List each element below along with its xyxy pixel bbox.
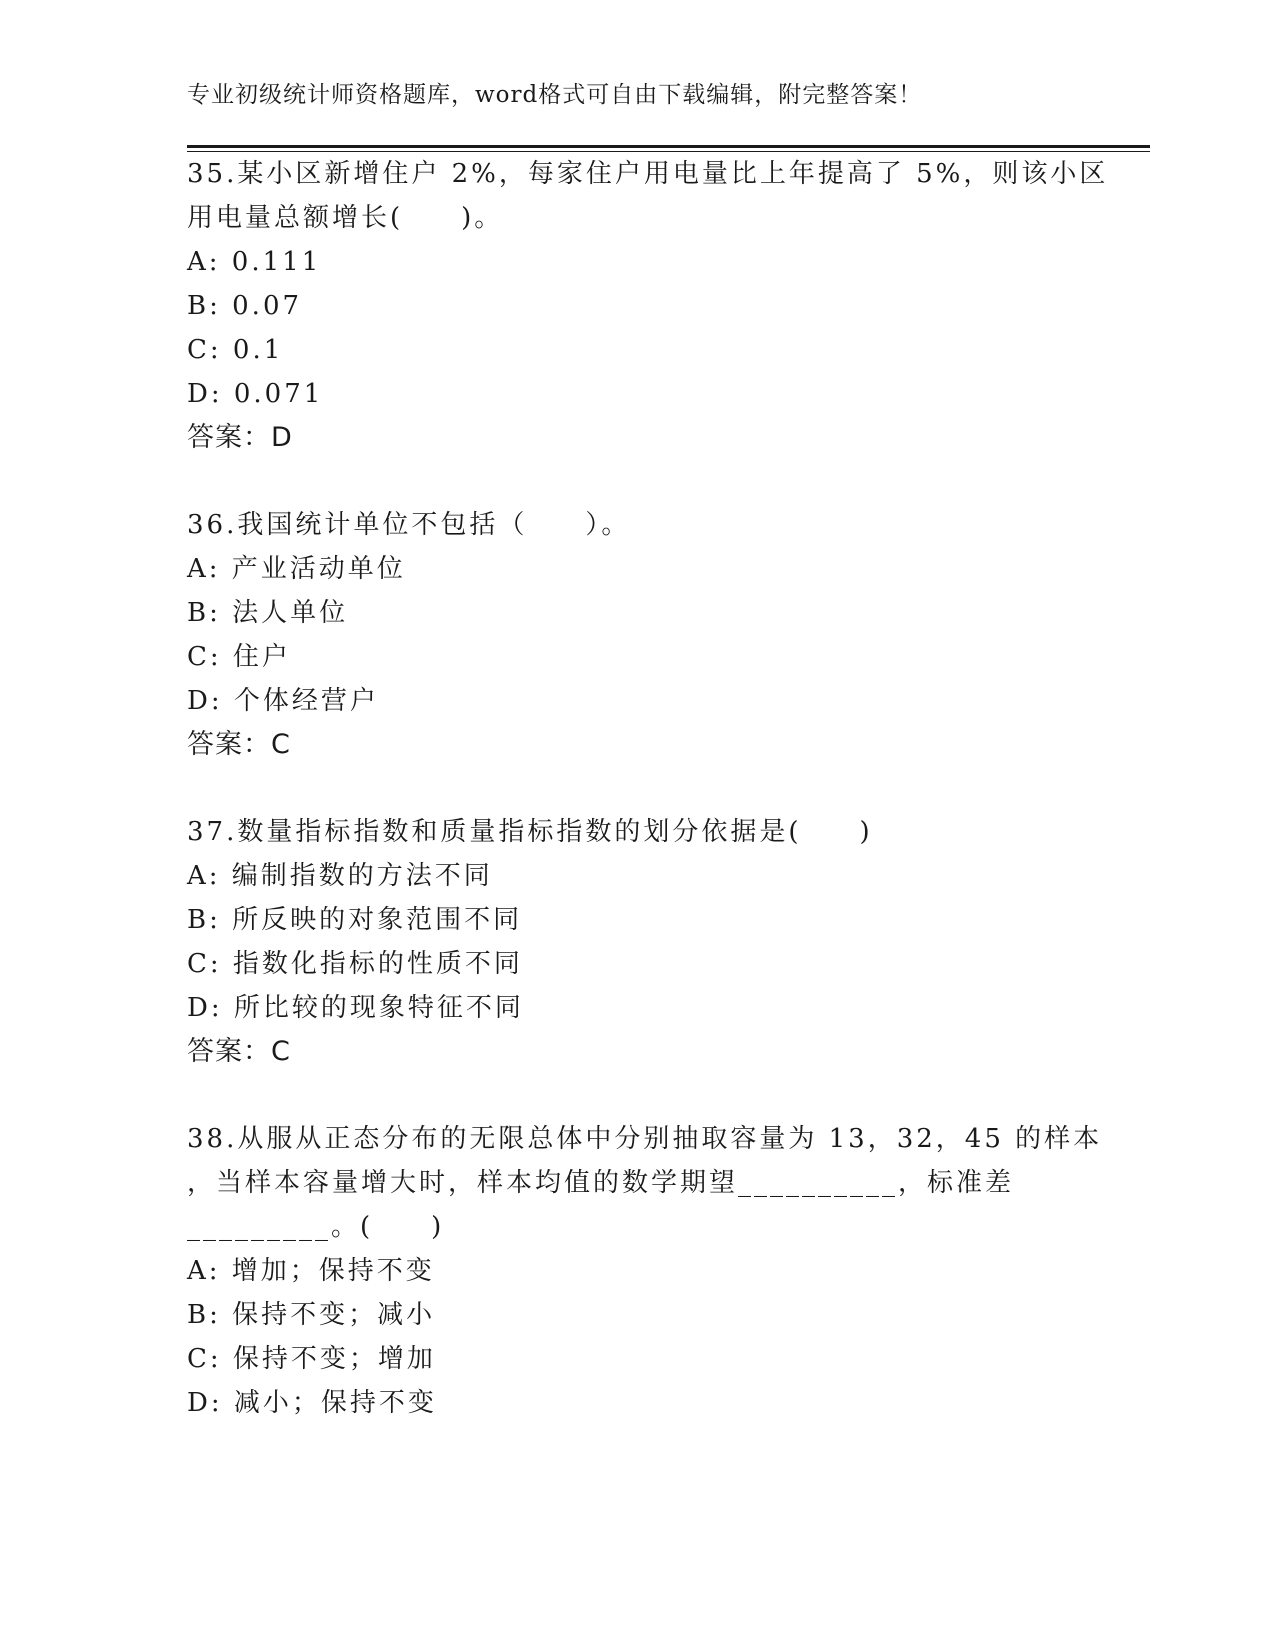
question-38-stem-line-3: _________。( ): [187, 1212, 445, 1242]
question-35-option-c: C: 0.1: [187, 335, 284, 365]
question-38-stem-line-2: ，当样本容量增大时，样本均值的数学期望__________，标准差: [187, 1168, 1015, 1198]
question-37-stem-line-1: 37.数量指标指数和质量指标指数的划分依据是( ): [187, 817, 873, 847]
page-header: 专业初级统计师资格题库，word格式可自由下载编辑，附完整答案！: [187, 82, 923, 108]
question-36-option-b: B: 法人单位: [187, 598, 349, 628]
question-35-option-b: B: 0.07: [187, 291, 303, 321]
question-38-option-c: C: 保持不变；增加: [187, 1344, 436, 1374]
question-37-option-b: B: 所反映的对象范围不同: [187, 905, 523, 935]
question-38-stem-line-1: 38.从服从正态分布的无限总体中分别抽取容量为 13，32，45 的样本: [187, 1124, 1103, 1154]
question-36-stem-line-1: 36.我国统计单位不包括（ ）。: [187, 510, 631, 540]
question-38-option-d: D: 减小；保持不变: [187, 1388, 437, 1418]
question-38-option-a: A: 增加；保持不变: [187, 1256, 435, 1286]
question-35-stem-line-2: 用电量总额增长( )。: [187, 203, 504, 233]
question-37-answer: 答案：C: [187, 1036, 291, 1067]
question-36-option-d: D: 个体经营户: [187, 686, 379, 716]
question-35-stem-line-1: 35.某小区新增住户 2%，每家住户用电量比上年提高了 5%，则该小区: [187, 159, 1109, 189]
question-36-answer: 答案：C: [187, 729, 291, 760]
question-37-option-d: D: 所比较的现象特征不同: [187, 993, 524, 1023]
header-divider-thin: [187, 151, 1150, 152]
question-37-option-a: A: 编制指数的方法不同: [187, 861, 493, 891]
question-35-answer: 答案：D: [187, 422, 293, 453]
question-38-option-b: B: 保持不变；减小: [187, 1300, 436, 1330]
question-36-option-a: A: 产业活动单位: [187, 554, 406, 584]
question-37-option-c: C: 指数化指标的性质不同: [187, 949, 523, 979]
question-35-option-a: A: 0.111: [187, 247, 322, 277]
question-35-option-d: D: 0.071: [187, 379, 324, 409]
question-36-option-c: C: 住户: [187, 642, 291, 672]
header-divider: [187, 145, 1150, 148]
